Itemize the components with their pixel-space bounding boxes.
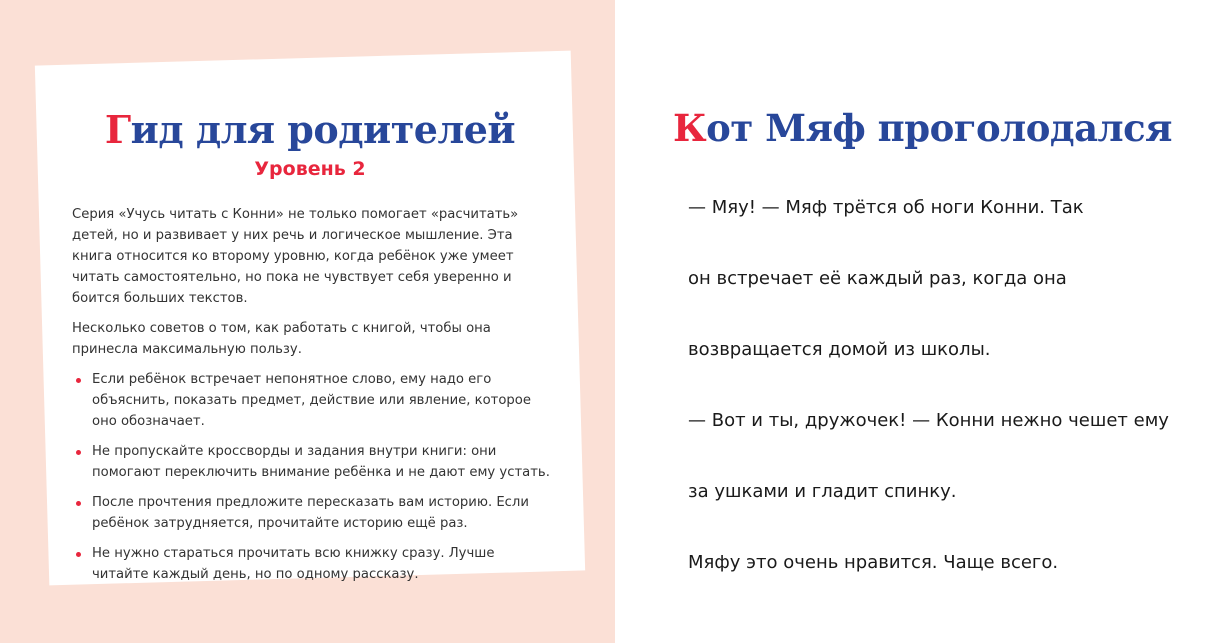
bullet-icon [76,450,81,455]
guide-body [72,204,550,594]
tips-list [72,369,550,585]
tip-item [72,492,550,534]
tip-item [72,441,550,483]
guide-paragraph: Несколько советов о том, как работать с книгой, чтобы она принесла максимальную пользу. [72,321,491,357]
story-line: Мяфу это очень нравится. Чаще всего. [688,552,1059,573]
tip-text: Если ребёнок встречает непонятное слово, ему надо его объяснить, показать предмет, действие или явление, которое оно обозначает. [92,372,531,429]
guide-title-text: ид для родителей [130,107,516,152]
story-line: он встречает её каждый раз, когда она [688,268,1067,289]
story-line: за ушками и гладит спинку. [688,481,957,502]
tip-text: Не пропускайте кроссворды и задания внутри книги: они помогают переключить внимание ребёнка и не дают ему устать. [92,444,550,480]
tip-text: После прочтения предложите пересказать вам историю. Если ребёнок затрудняется, прочитайте историю ещё раз. [92,495,529,531]
story-line: — Мяу! — Мяф трётся об ноги Конни. Так [688,197,1084,218]
story-line: возвращается домой из школы. [688,339,991,360]
bullet-icon [76,501,81,506]
bullet-icon [76,552,81,557]
guide-title-initial: Г [104,107,131,152]
story-line: — Вот и ты, дружочек! — Конни нежно чешет ему [688,410,1169,431]
story-title [615,100,1230,156]
tip-text: Не нужно стараться прочитать всю книжку сразу. Лучше читайте каждый день, но по одному рассказу. [92,546,495,582]
guide-level: Уровень 2 [254,158,366,180]
guide-title [42,104,578,156]
tip-item [72,543,550,585]
guide-paragraph: Серия «Учусь читать с Конни» не только помогает «расчитать» детей, но и развивает у них речь и логическое мышление. Эта книга относится ко второму уровню, когда ребёнок уже умеет читать самостоятельно, но пока не чувствует себя уверенно и боится больших текстов. [72,207,519,306]
bullet-icon [76,378,81,383]
story-title-text: от Мяф проголодался [706,106,1173,150]
tip-item [72,369,550,432]
story-title-initial: К [672,106,707,150]
